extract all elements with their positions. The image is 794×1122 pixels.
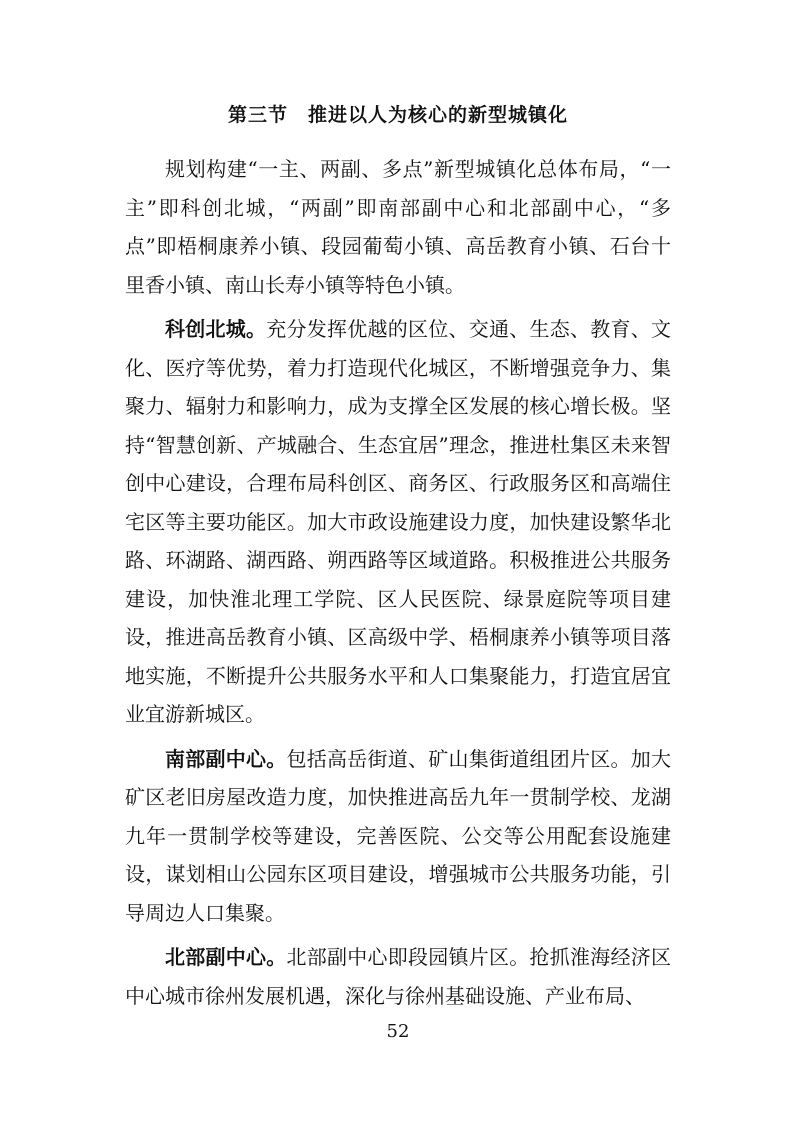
paragraph-layout-overview [125,150,671,304]
document-page [125,0,671,1122]
page-number: 52 [386,1021,410,1042]
paragraph-text: 充分发挥优越的区位、交通、生态、教育、文化、医疗等优势，着力打造现代化城区，不断增强竞争力、集聚力、辐射力和影响力，成为支撑全区发展的核心增长极。坚持“智慧创新、产城融合、生态宜居”理念，推进杜集区未来智创中心建设，合理布局科创区、商务区、行政服务区和高端住宅区等主要功能区。加大市政设施建设力度，加快建设繁华北路、环湖路、湖西路、朔西路等区域道路。积极推进公共服务建设，加快淮北理工学院、区人民医院、绿景庭院等项目建设，推进高岳教育小镇、区高级中学、梧桐康养小镇等项目落地实施，不断提升公共服务水平和人口集聚能力，打造宜居宜业宜游新城区。 [125,317,671,726]
paragraph-kechuang-beicheng [125,310,671,734]
body-text [125,150,671,1021]
section-title: 第三节 推进以人为核心的新型城镇化 [227,104,568,126]
paragraph-south-subcenter [125,740,671,933]
paragraph-lead: 北部副中心。 [165,945,287,969]
paragraph-text: 规划构建“一主、两副、多点”新型城镇化总体布局，“一主”即科创北城，“两副”即南部副中心和北部副中心，“多点”即梧桐康养小镇、段园葡萄小镇、高岳教育小镇、石台十里香小镇、南山长寿小镇等特色小镇。 [125,157,671,297]
paragraph-lead: 科创北城。 [165,317,267,341]
paragraph-text: 北部副中心即段园镇片区。抢抓淮海经济区中心城市徐州发展机遇，深化与徐州基础设施、产业布局、 [125,945,671,1008]
paragraph-lead: 南部副中心。 [165,746,287,771]
paragraph-north-subcenter [125,938,671,1015]
paragraph-text: 包括高岳街道、矿山集街道组团片区。加大矿区老旧房屋改造力度，加快推进高岳九年一贯制学校、龙湖九年一贯制学校等建设，完善医院、公交等公用配套设施建设，谋划相山公园东区项目建设，增强城市公共服务功能，引导周边人口集聚。 [125,746,671,925]
